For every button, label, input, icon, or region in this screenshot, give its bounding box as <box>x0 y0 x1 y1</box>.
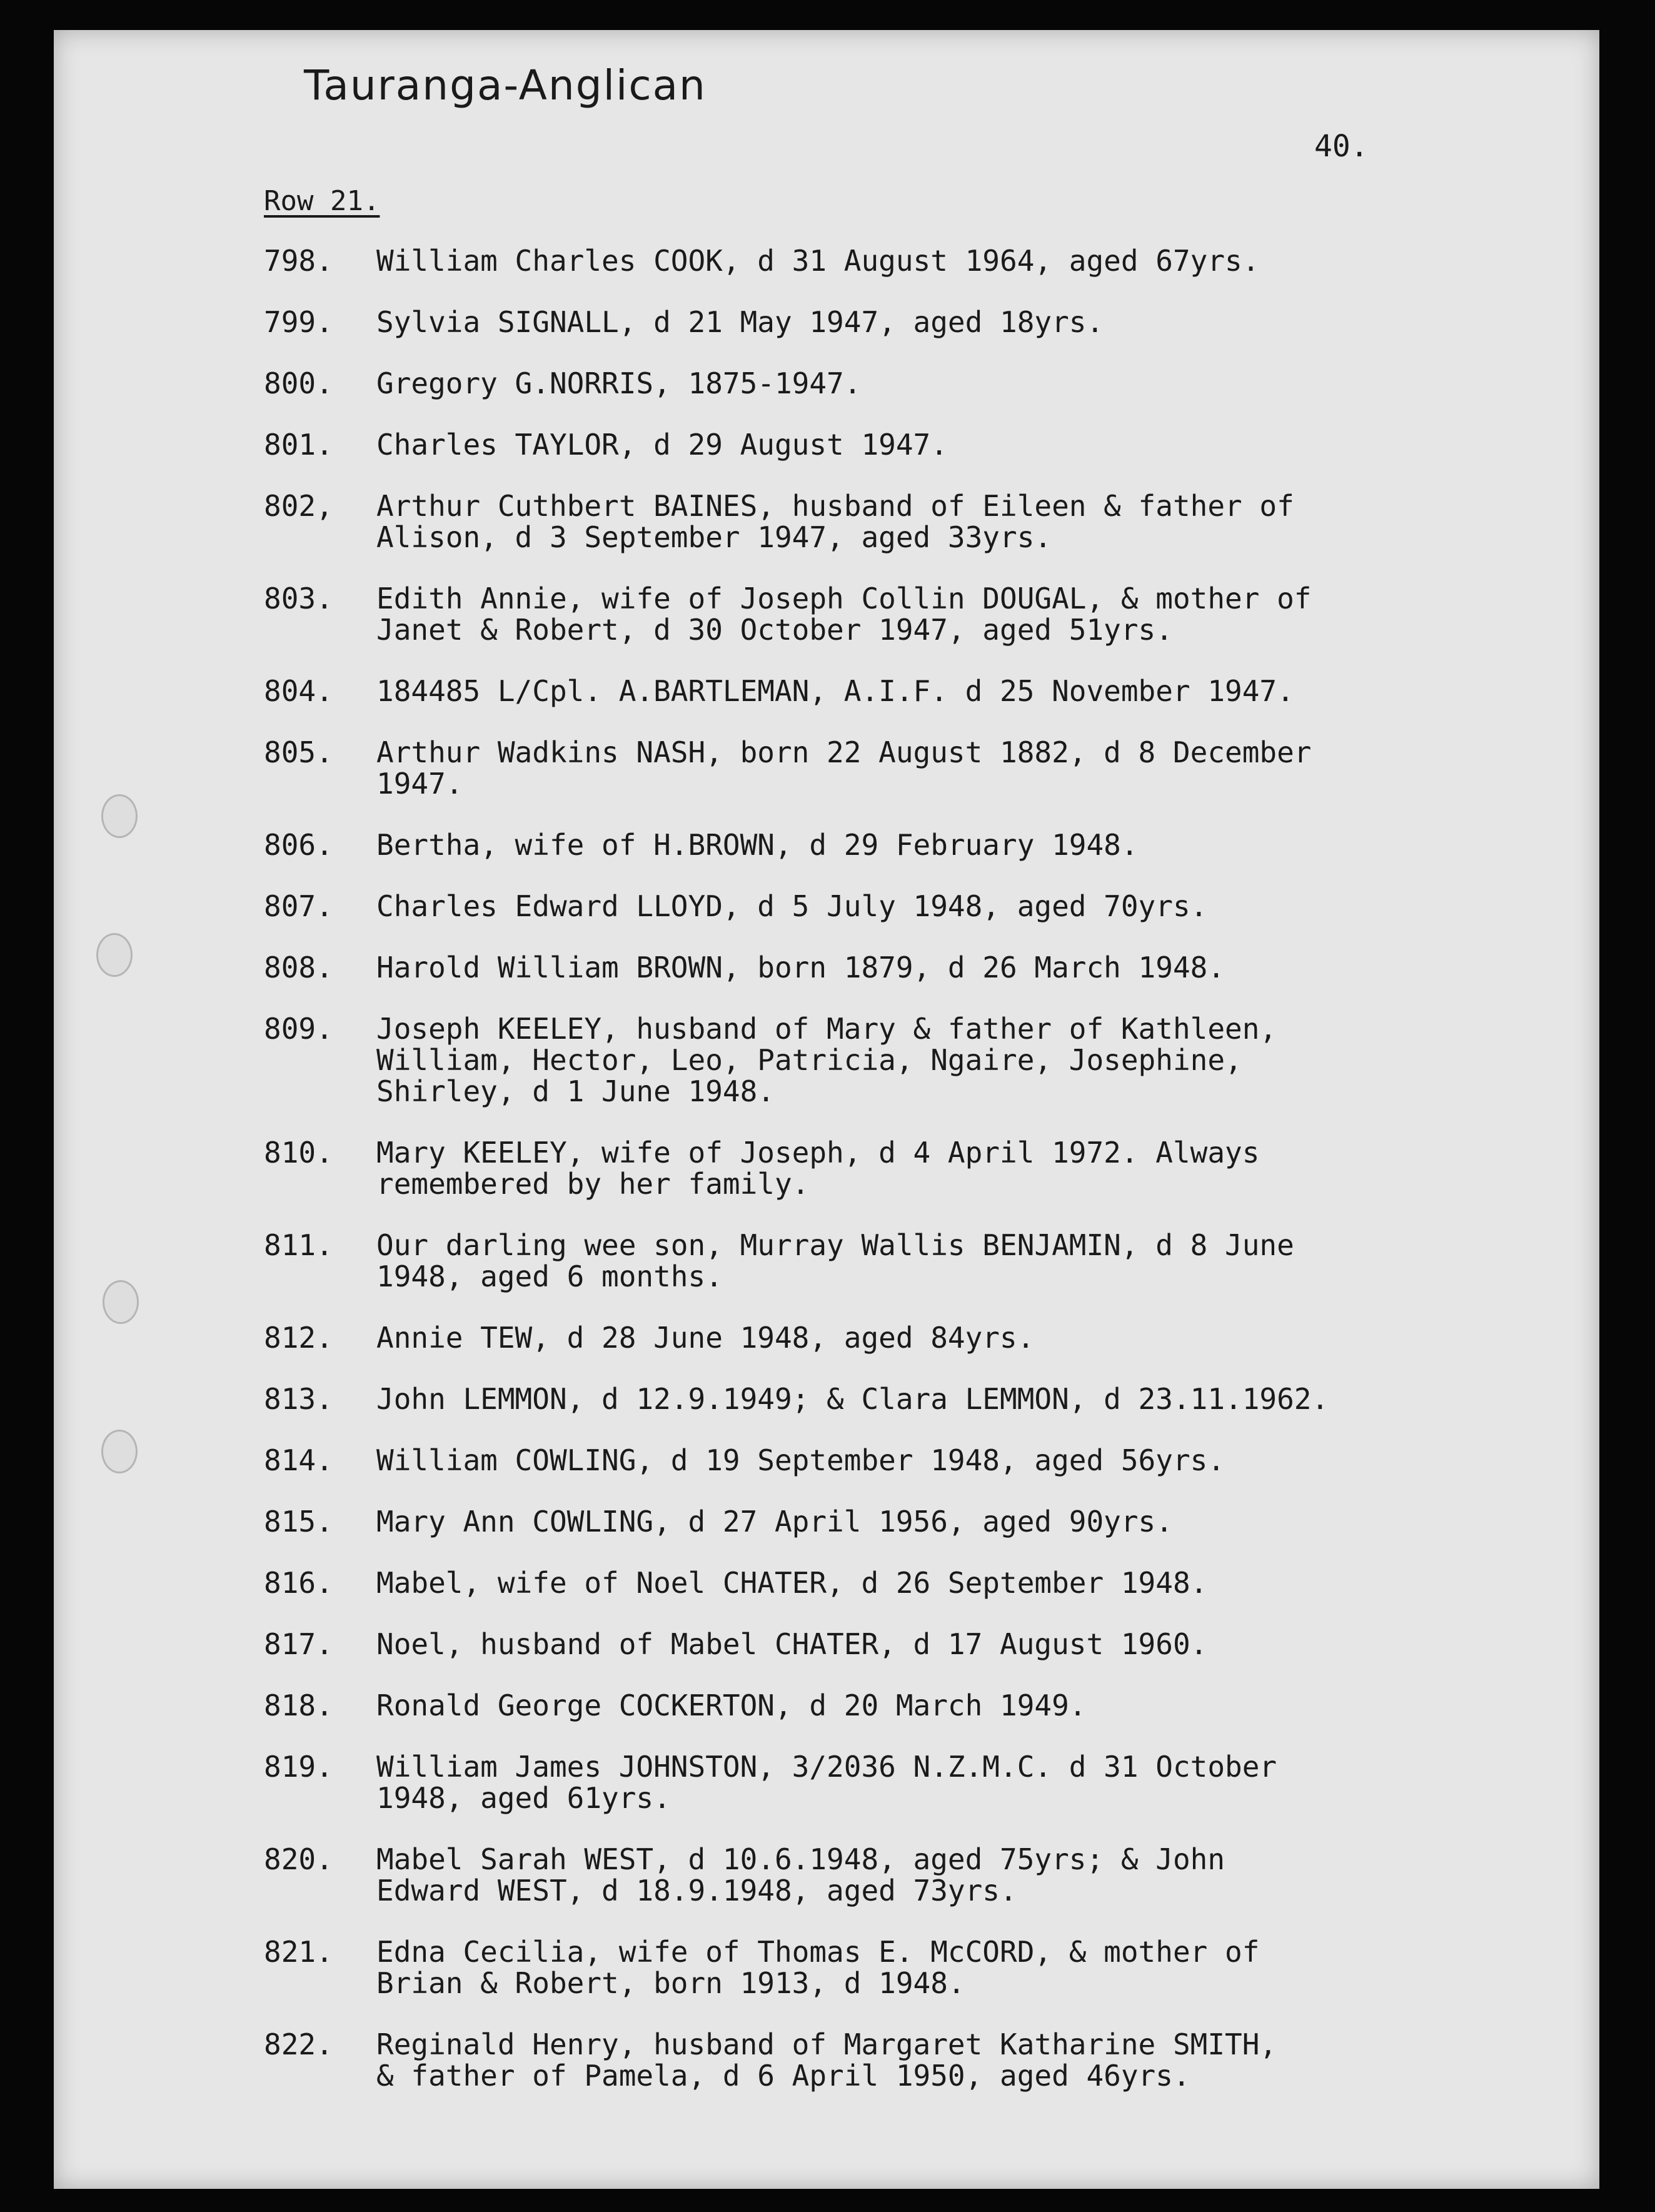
entry-text: Mary Ann COWLING, d 27 April 1956, aged 90yrs. <box>376 1505 1173 1538</box>
entry-text: Charles TAYLOR, d 29 August 1947. <box>376 428 948 462</box>
entry-text: Reginald Henry, husband of Margaret Katharine SMITH, & father of Pamela, d 6 April 1950, aged 46yrs. <box>376 2028 1277 2093</box>
list-item <box>264 891 1533 922</box>
list-item <box>264 245 1533 276</box>
entry-number: 822. <box>264 2028 333 2061</box>
list-item <box>264 1445 1533 1476</box>
entry-text: Harold William BROWN, born 1879, d 26 March 1948. <box>376 951 1225 984</box>
punch-hole-1 <box>101 794 138 838</box>
list-item <box>264 1013 1533 1107</box>
entry-text: Edna Cecilia, wife of Thomas E. McCORD, & mother of Brian & Robert, born 1913, d 1948. <box>376 1935 1260 2000</box>
row-heading: Row 21. <box>264 185 380 217</box>
punch-hole-2 <box>96 933 133 977</box>
list-item <box>264 583 1533 645</box>
entry-number: 814. <box>264 1443 333 1477</box>
entry-number: 800. <box>264 366 333 400</box>
list-item <box>264 1844 1533 1906</box>
entry-number: 803. <box>264 582 333 615</box>
list-item <box>264 829 1533 861</box>
entry-text: Bertha, wife of H.BROWN, d 29 February 1948. <box>376 828 1139 862</box>
list-item <box>264 490 1533 553</box>
entry-number: 806. <box>264 828 333 862</box>
punch-hole-3 <box>103 1280 139 1324</box>
entry-text: Our darling wee son, Murray Wallis BENJAMIN, d 8 June 1948, aged 6 months. <box>376 1228 1294 1293</box>
entry-number: 805. <box>264 735 333 769</box>
list-item <box>264 368 1533 399</box>
entry-text: Gregory G.NORRIS, 1875-1947. <box>376 366 862 400</box>
entry-number: 815. <box>264 1505 333 1538</box>
entry-text: Mabel Sarah WEST, d 10.6.1948, aged 75yrs; & John Edward WEST, d 18.9.1948, aged 73yrs. <box>376 1842 1225 1907</box>
entry-text: 184485 L/Cpl. A.BARTLEMAN, A.I.F. d 25 November 1947. <box>376 674 1294 708</box>
entry-text: Charles Edward LLOYD, d 5 July 1948, aged 70yrs. <box>376 889 1208 923</box>
entry-number: 817. <box>264 1627 333 1661</box>
entry-number: 812. <box>264 1321 333 1355</box>
entry-number: 802, <box>264 489 333 523</box>
entry-number: 818. <box>264 1689 333 1722</box>
list-item <box>264 1629 1533 1660</box>
entry-number: 801. <box>264 428 333 462</box>
entry-number: 813. <box>264 1382 333 1416</box>
entry-number: 799. <box>264 305 333 339</box>
entry-text: William COWLING, d 19 September 1948, aged 56yrs. <box>376 1443 1225 1477</box>
entry-text: Annie TEW, d 28 June 1948, aged 84yrs. <box>376 1321 1035 1355</box>
entry-text: Sylvia SIGNALL, d 21 May 1947, aged 18yrs. <box>376 305 1104 339</box>
list-item <box>264 1230 1533 1292</box>
entry-number: 820. <box>264 1842 333 1876</box>
list-item <box>264 1567 1533 1598</box>
entry-text: Joseph KEELEY, husband of Mary & father of Kathleen, William, Hector, Leo, Patricia, Ngaire, Josephine, Shirley, d 1 June 1948. <box>376 1012 1277 1108</box>
list-item <box>264 429 1533 460</box>
list-item <box>264 306 1533 338</box>
entry-text: William Charles COOK, d 31 August 1964, aged 67yrs. <box>376 244 1260 278</box>
punch-hole-4 <box>101 1430 138 1473</box>
entry-number: 808. <box>264 951 333 984</box>
document-title: Tauranga-Anglican <box>304 61 707 109</box>
list-item <box>264 675 1533 707</box>
list-item <box>264 737 1533 799</box>
entry-text: Edith Annie, wife of Joseph Collin DOUGAL, & mother of Janet & Robert, d 30 October 1947, aged 51yrs. <box>376 582 1312 647</box>
entry-number: 804. <box>264 674 333 708</box>
entry-text: John LEMMON, d 12.9.1949; & Clara LEMMON, d 23.11.1962. <box>376 1382 1329 1416</box>
entry-number: 810. <box>264 1136 333 1169</box>
entry-text: Arthur Cuthbert BAINES, husband of Eileen & father of Alison, d 3 September 1947, aged 33yrs. <box>376 489 1294 554</box>
entry-text: Arthur Wadkins NASH, born 22 August 1882, d 8 December 1947. <box>376 735 1312 800</box>
entry-number: 807. <box>264 889 333 923</box>
entry-text: Ronald George COCKERTON, d 20 March 1949. <box>376 1689 1087 1722</box>
burial-entries-list <box>264 245 1533 2091</box>
entry-text: Mary KEELEY, wife of Joseph, d 4 April 1972. Always remembered by her family. <box>376 1136 1260 1201</box>
entry-number: 819. <box>264 1750 333 1784</box>
page-number: 40. <box>1314 129 1369 164</box>
entry-text: Mabel, wife of Noel CHATER, d 26 September 1948. <box>376 1566 1208 1600</box>
list-item <box>264 1936 1533 1999</box>
list-item <box>264 1506 1533 1537</box>
entry-number: 811. <box>264 1228 333 1262</box>
list-item <box>264 2029 1533 2091</box>
entry-text: Noel, husband of Mabel CHATER, d 17 August 1960. <box>376 1627 1208 1661</box>
list-item <box>264 1383 1533 1415</box>
list-item <box>264 1322 1533 1353</box>
entry-number: 821. <box>264 1935 333 1969</box>
entry-number: 798. <box>264 244 333 278</box>
entry-number: 809. <box>264 1012 333 1046</box>
entry-number: 816. <box>264 1566 333 1600</box>
list-item <box>264 1690 1533 1721</box>
list-item <box>264 1137 1533 1199</box>
list-item <box>264 1751 1533 1814</box>
entry-text: William James JOHNSTON, 3/2036 N.Z.M.C. d 31 October 1948, aged 61yrs. <box>376 1750 1277 1815</box>
list-item <box>264 952 1533 983</box>
